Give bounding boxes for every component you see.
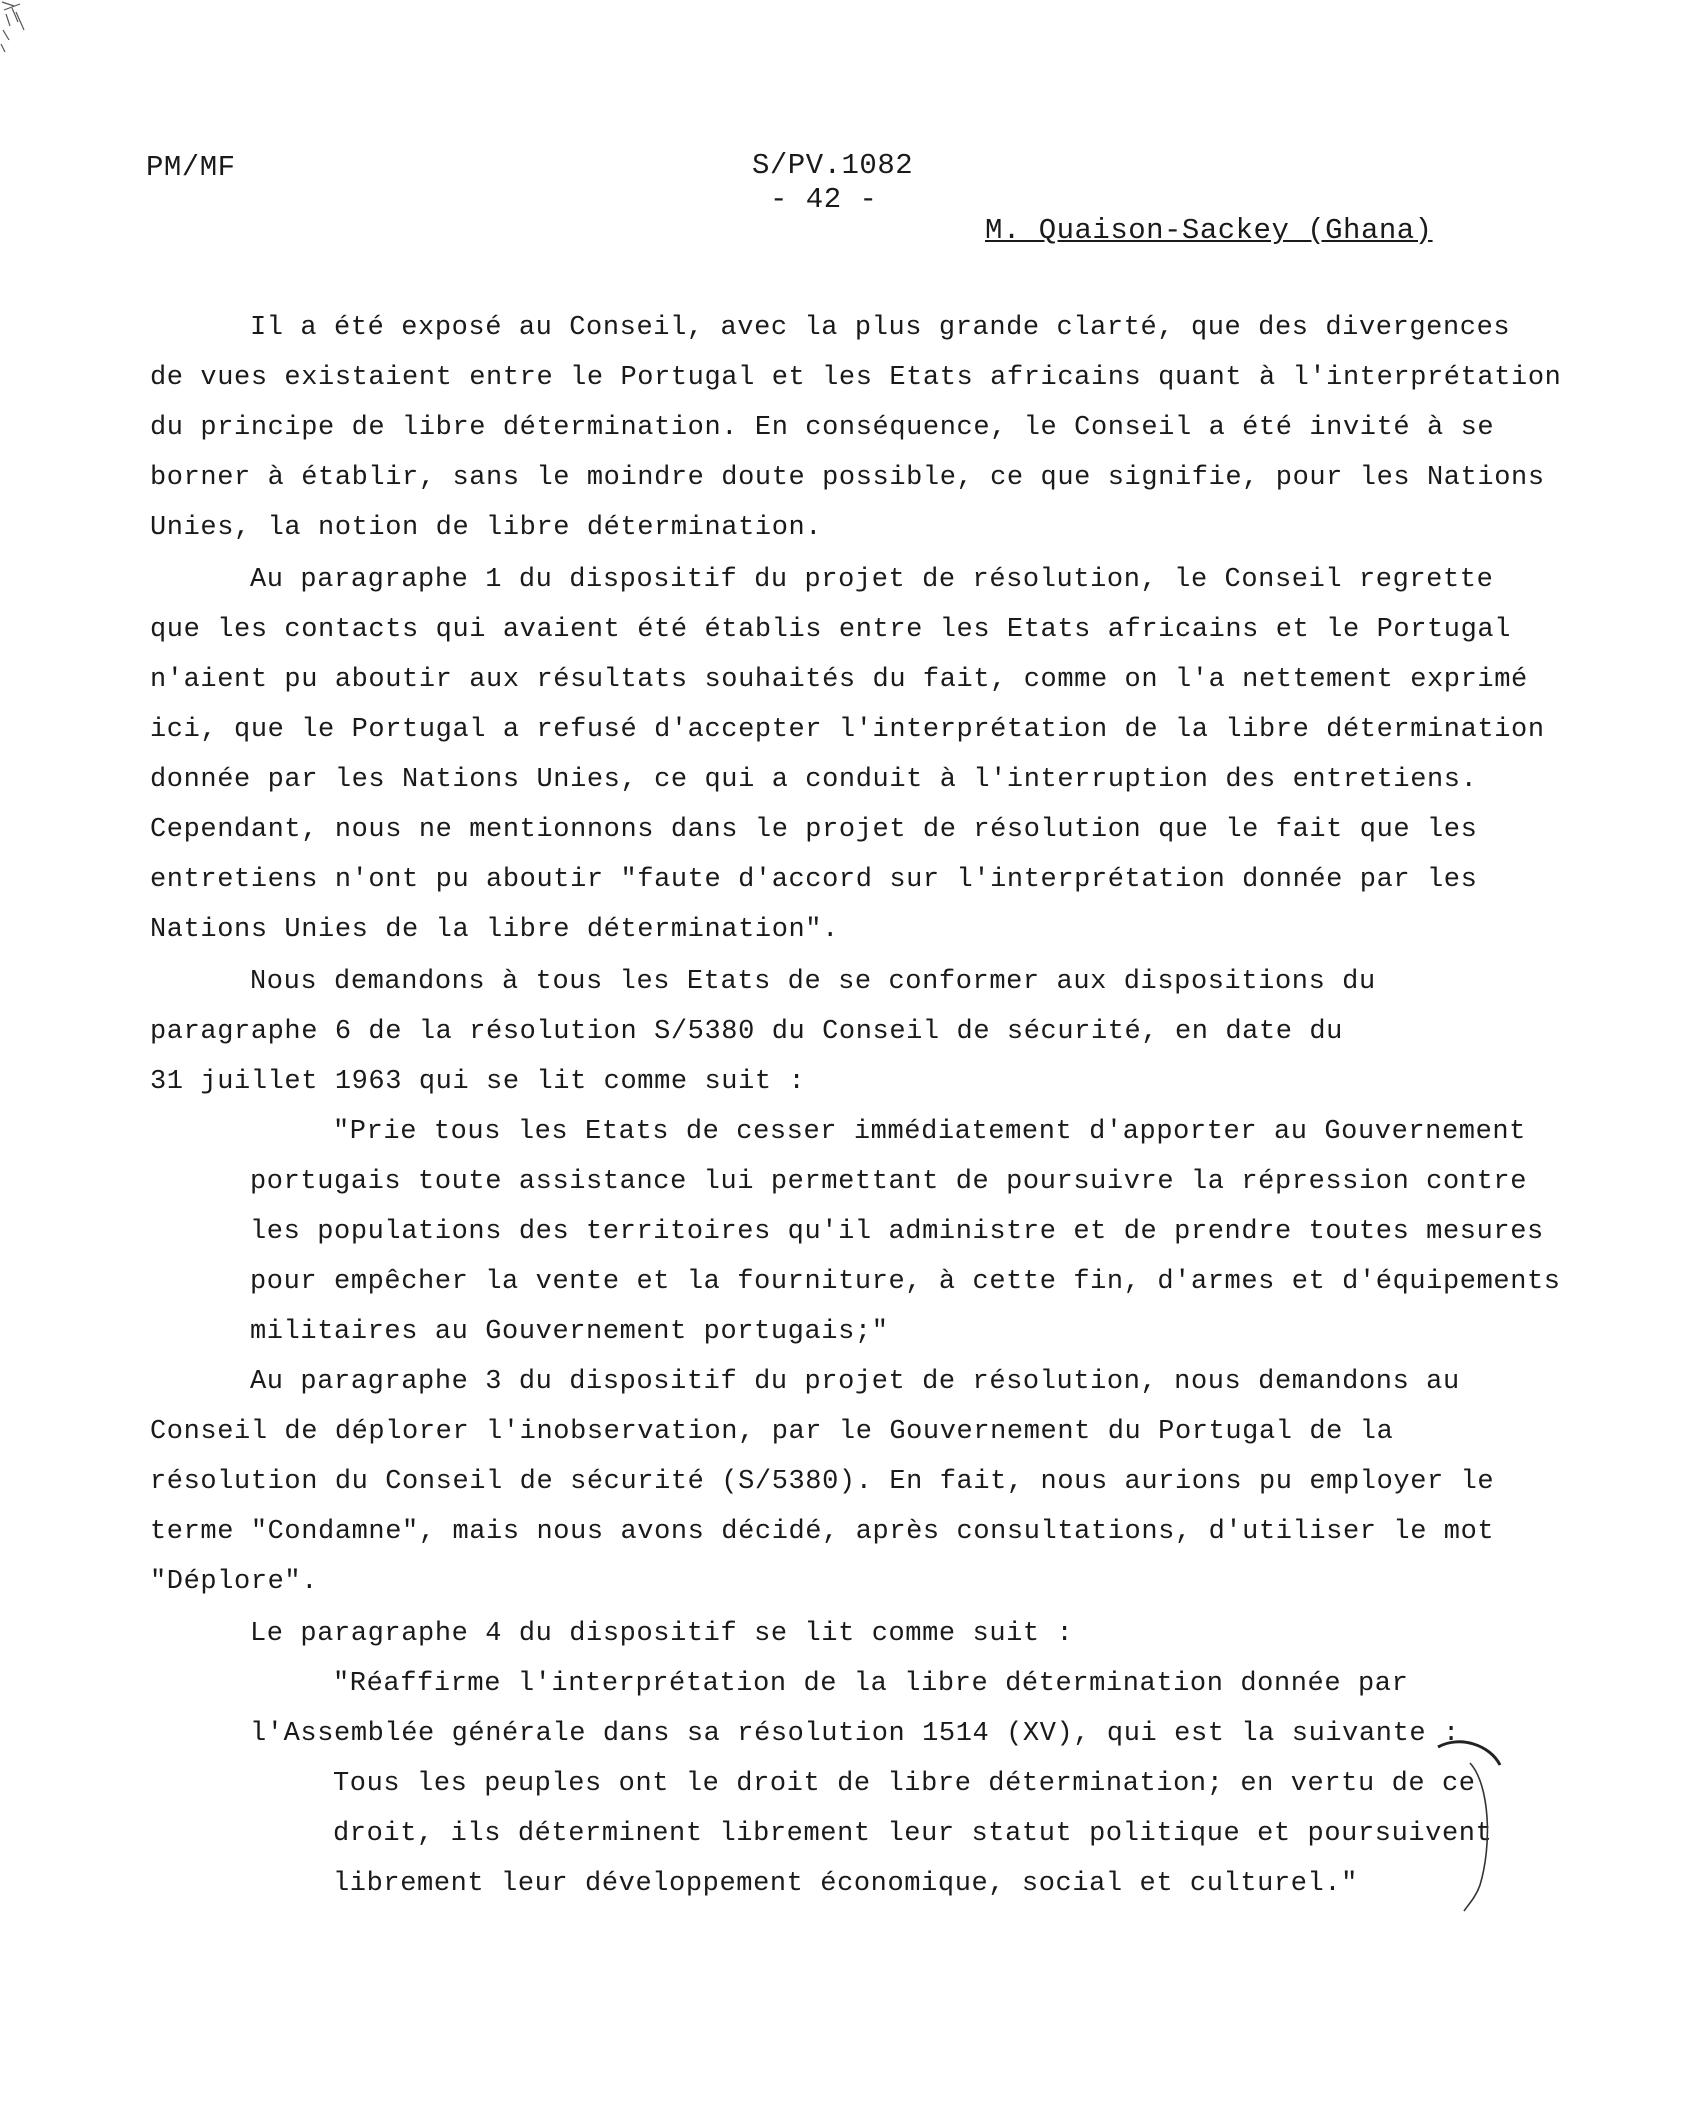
document-symbol: S/PV.1082: [752, 149, 914, 182]
quote-line: pour empêcher la vente et la fourniture, à cette fin, d'armes et d'équipements: [250, 1267, 1561, 1297]
quote-line: portugais toute assistance lui permettant de poursuivre la répression contre: [250, 1167, 1527, 1197]
text-line: 31 juillet 1963 qui se lit comme suit :: [150, 1067, 806, 1097]
text-line: du principe de libre détermination. En conséquence, le Conseil a été invité à se: [150, 413, 1495, 443]
scan-artifact-mark: [0, 0, 60, 80]
quote-line: les populations des territoires qu'il administre et de prendre toutes mesures: [250, 1217, 1544, 1247]
text-line: Au paragraphe 1 du dispositif du projet de résolution, le Conseil regrette: [250, 565, 1494, 595]
speaker-name: M. Quaison-Sackey (Ghana): [985, 214, 1433, 247]
text-line: ici, que le Portugal a refusé d'accepter l'interprétation de la libre détermination: [150, 715, 1545, 745]
quote-line: "Prie tous les Etats de cesser immédiatement d'apporter au Gouvernement: [333, 1117, 1526, 1147]
text-line: Unies, la notion de libre détermination.: [150, 513, 823, 543]
text-line: donnée par les Nations Unies, ce qui a conduit à l'interruption des entretiens.: [150, 765, 1478, 795]
text-line: borner à établir, sans le moindre doute possible, ce que signifie, pour les Nations: [150, 463, 1545, 493]
text-line: Conseil de déplorer l'inobservation, par le Gouvernement du Portugal de la: [150, 1417, 1394, 1447]
text-line: entretiens n'ont pu aboutir "faute d'accord sur l'interprétation donnée par les: [150, 865, 1478, 895]
text-line: Le paragraphe 4 du dispositif se lit comme suit :: [250, 1619, 1074, 1649]
text-line: paragraphe 6 de la résolution S/5380 du Conseil de sécurité, en date du: [150, 1017, 1343, 1047]
text-line: de vues existaient entre le Portugal et les Etats africains quant à l'interprétation: [150, 363, 1562, 393]
text-line: terme "Condamne", mais nous avons décidé, après consultations, d'utiliser le mot: [150, 1517, 1495, 1547]
page-number: - 42 -: [770, 183, 878, 216]
text-line: Nations Unies de la libre détermination".: [150, 915, 839, 945]
quote-line: Tous les peuples ont le droit de libre détermination; en vertu de ce: [333, 1769, 1476, 1799]
text-line: Nous demandons à tous les Etats de se conformer aux dispositions du: [250, 967, 1376, 997]
header-initials: PM/MF: [146, 151, 236, 184]
text-line: résolution du Conseil de sécurité (S/5380). En fait, nous aurions pu employer le: [150, 1467, 1495, 1497]
text-line: n'aient pu aboutir aux résultats souhaités du fait, comme on l'a nettement exprimé: [150, 665, 1528, 695]
text-line: Il a été exposé au Conseil, avec la plus grande clarté, que des divergences: [250, 313, 1511, 343]
handwritten-bracket-mark: [1430, 1725, 1510, 1915]
text-line: Au paragraphe 3 du dispositif du projet de résolution, nous demandons au: [250, 1367, 1460, 1397]
quote-line: droit, ils déterminent librement leur statut politique et poursuivent: [333, 1819, 1493, 1849]
quote-line: librement leur développement économique, social et culturel.": [333, 1869, 1358, 1899]
quote-line: "Réaffirme l'interprétation de la libre détermination donnée par: [333, 1669, 1409, 1699]
text-line: Cependant, nous ne mentionnons dans le projet de résolution que le fait que les: [150, 815, 1478, 845]
quote-line: l'Assemblée générale dans sa résolution 1514 (XV), qui est la suivante :: [250, 1719, 1460, 1749]
text-line: que les contacts qui avaient été établis entre les Etats africains et le Portugal: [150, 615, 1512, 645]
quote-line: militaires au Gouvernement portugais;": [250, 1317, 889, 1347]
text-line: "Déplore".: [150, 1567, 319, 1597]
